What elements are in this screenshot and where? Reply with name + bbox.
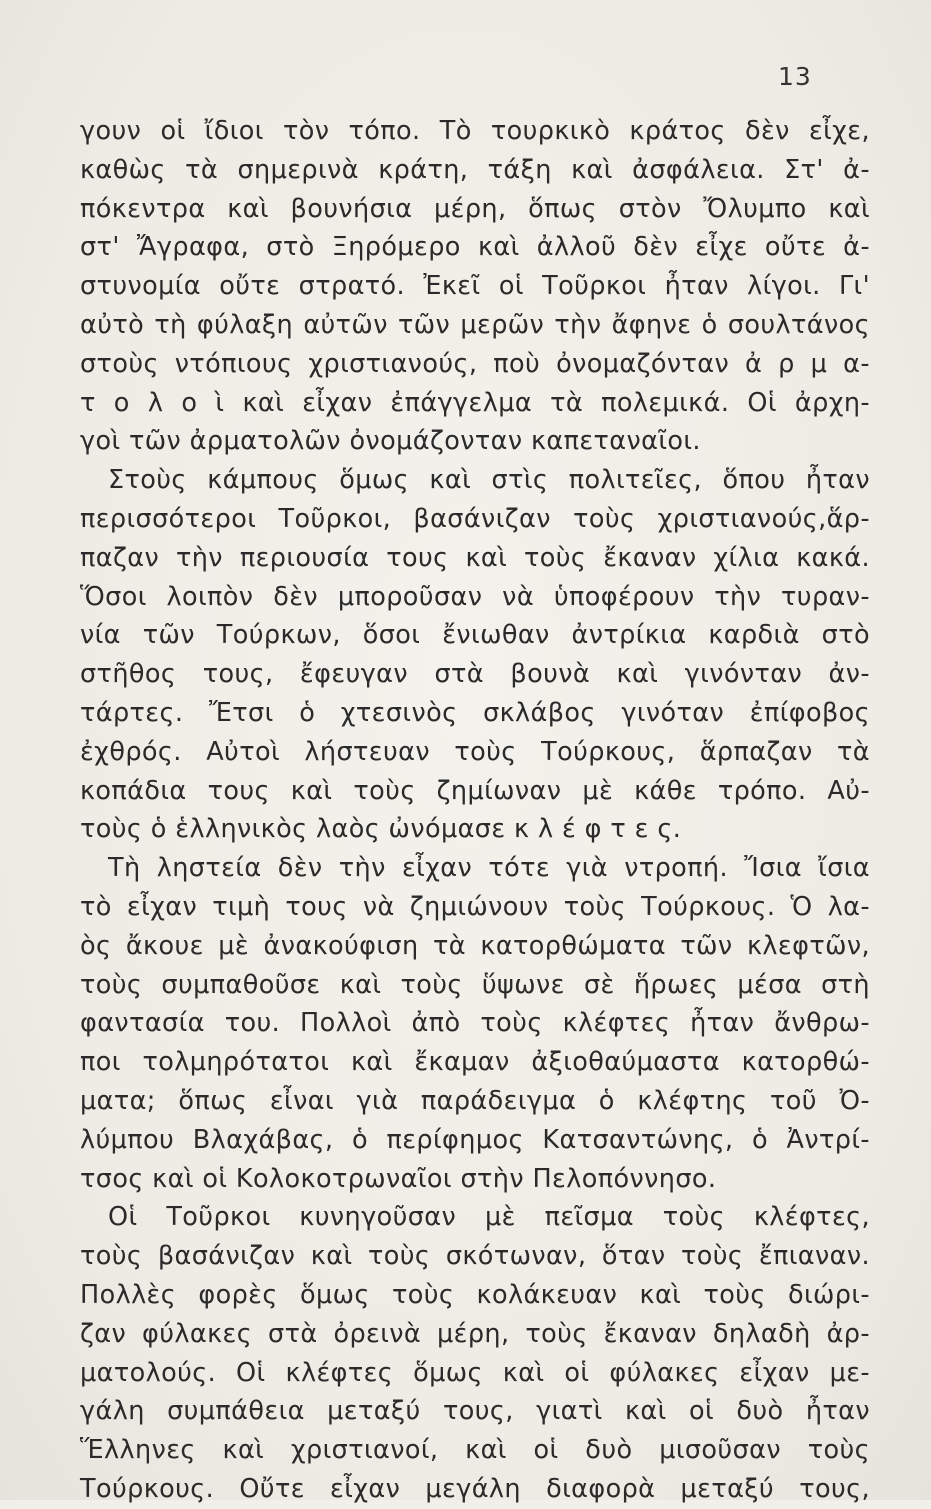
- text-line: καθὼς τὰ σημερινὰ κράτη, τάξη καὶ ἀσφάλεια. Στ' ἀ-: [80, 154, 870, 185]
- text-line: Ἕλληνες καὶ χριστιανοί, καὶ οἱ δυὸ μισοῦσαν τοὺς: [80, 1435, 870, 1466]
- text-line: τσος καὶ οἱ Κολοκοτρωναῖοι στὴν Πελοπόννησο.: [80, 1163, 717, 1194]
- text-line: αὐτὸ τὴ φύλαξη αὐτῶν τῶν μερῶν τὴν ἄφηνε ὁ σουλτάνος: [80, 309, 870, 340]
- text-line: στῆθος τους, ἔφευγαν στὰ βουνὰ καὶ γινόνταν ἀν-: [80, 659, 870, 690]
- text-line: τοὺς ὁ ἑλληνικὸς λαὸς ὠνόμασε κ λ έ φ τ ε ς.: [80, 814, 682, 845]
- text-line: ματα; ὅπως εἶναι γιὰ παράδειγμα ὁ κλέφτης τοῦ Ὀ-: [80, 1085, 870, 1116]
- text-line: παζαν τὴν περιουσία τους καὶ τοὺς ἔκαναν χίλια κακά.: [80, 542, 870, 573]
- text-line: τὸ εἶχαν τιμὴ τους νὰ ζημιώνουν τοὺς Τούρκους. Ὁ λα-: [80, 891, 870, 922]
- text-line: Τούρκους. Οὔτε εἶχαν μεγάλη διαφορὰ μεταξύ τους,: [80, 1473, 870, 1504]
- text-line: κοπάδια τους καὶ τοὺς ζημίωναν μὲ κάθε τρόπο. Αὐ-: [80, 775, 870, 806]
- text-line: ζαν φύλακες στὰ ὀρεινὰ μέρη, τοὺς ἔκαναν δηλαδὴ ἀρ-: [80, 1318, 870, 1349]
- text-line: Ὅσοι λοιπὸν δὲν μποροῦσαν νὰ ὑποφέρουν τὴν τυραν-: [80, 581, 870, 612]
- text-line: γοὶ τῶν ἀρματολῶν ὀνομάζονταν καπεταναῖοι.: [80, 426, 701, 457]
- text-line: ματολούς. Οἱ κλέφτες ὅμως καὶ οἱ φύλακες εἶχαν με-: [80, 1357, 870, 1388]
- text-line: ὸς ἄκουε μὲ ἀνακούφιση τὰ κατορθώματα τῶν κλεφτῶν,: [80, 930, 870, 961]
- text-line: γουν οἱ ἴδιοι τὸν τόπο. Τὸ τουρκικὸ κράτος δὲν εἶχε,: [80, 116, 870, 146]
- text-line: φαντασία του. Πολλοὶ ἀπὸ τοὺς κλέφτες ἦταν ἄνθρω-: [80, 1008, 870, 1039]
- text-line: στοὺς ντόπιους χριστιανούς, ποὺ ὀνομαζόνταν ἀ ρ μ α-: [80, 348, 870, 379]
- text-line: στ' Ἄγραφα, στὸ Ξηρόμερο καὶ ἀλλοῦ δὲν εἶχε οὔτε ἀ-: [80, 232, 870, 263]
- text-line: πόκεντρα καὶ βουνήσια μέρη, ὅπως στὸν Ὄλυμπο καὶ: [80, 193, 870, 224]
- body-text: [80, 112, 870, 1509]
- text-line: ἐχθρός. Αὐτοὶ λήστευαν τοὺς Τούρκους, ἅρπαζαν τὰ: [80, 736, 870, 767]
- text-line: Στοὺς κάμπους ὅμως καὶ στὶς πολιτεῖες, ὅπου ἦταν: [108, 465, 870, 496]
- text-line: τάρτες. Ἔτσι ὁ χτεσινὸς σκλάβος γινόταν ἐπίφοβος: [80, 697, 870, 728]
- text-line: νία τῶν Τούρκων, ὅσοι ἔνιωθαν ἀντρίκια καρδιὰ στὸ: [80, 620, 870, 651]
- text-line: στυνομία οὔτε στρατό. Ἐκεῖ οἱ Τοῦρκοι ἦταν λίγοι. Γι': [80, 271, 870, 302]
- text-line: γάλη συμπάθεια μεταξύ τους, γιατὶ καὶ οἱ δυὸ ἦταν: [80, 1396, 870, 1427]
- text-line: Τὴ ληστεία δὲν τὴν εἶχαν τότε γιὰ ντροπή. Ἴσια ἴσια: [108, 853, 870, 884]
- page-number: 13: [778, 62, 812, 91]
- text-line: τοὺς συμπαθοῦσε καὶ τοὺς ὕψωνε σὲ ἥρωες μέσα στὴ: [80, 969, 870, 1000]
- text-line: Οἱ Τοῦρκοι κυνηγοῦσαν μὲ πεῖσμα τοὺς κλέφτες,: [108, 1202, 870, 1233]
- text-line: Πολλὲς φορὲς ὅμως τοὺς κολάκευαν καὶ τοὺς διώρι-: [80, 1279, 870, 1310]
- text-line: τοὺς βασάνιζαν καὶ τοὺς σκότωναν, ὅταν τοὺς ἔπιαναν.: [80, 1241, 870, 1272]
- text-line: λύμπου Βλαχάβας, ὁ περίφημος Κατσαντώνης, ὁ Ἀντρί-: [80, 1124, 870, 1155]
- text-line: τ ο λ ο ὶ καὶ εἶχαν ἐπάγγελμα τὰ πολεμικά. Οἱ ἀρχη-: [80, 387, 870, 418]
- text-line: ποι τολμηρότατοι καὶ ἔκαμαν ἀξιοθαύμαστα κατορθώ-: [80, 1047, 870, 1078]
- text-line: περισσότεροι Τοῦρκοι, βασάνιζαν τοὺς χριστιανούς,ἅρ-: [80, 503, 870, 534]
